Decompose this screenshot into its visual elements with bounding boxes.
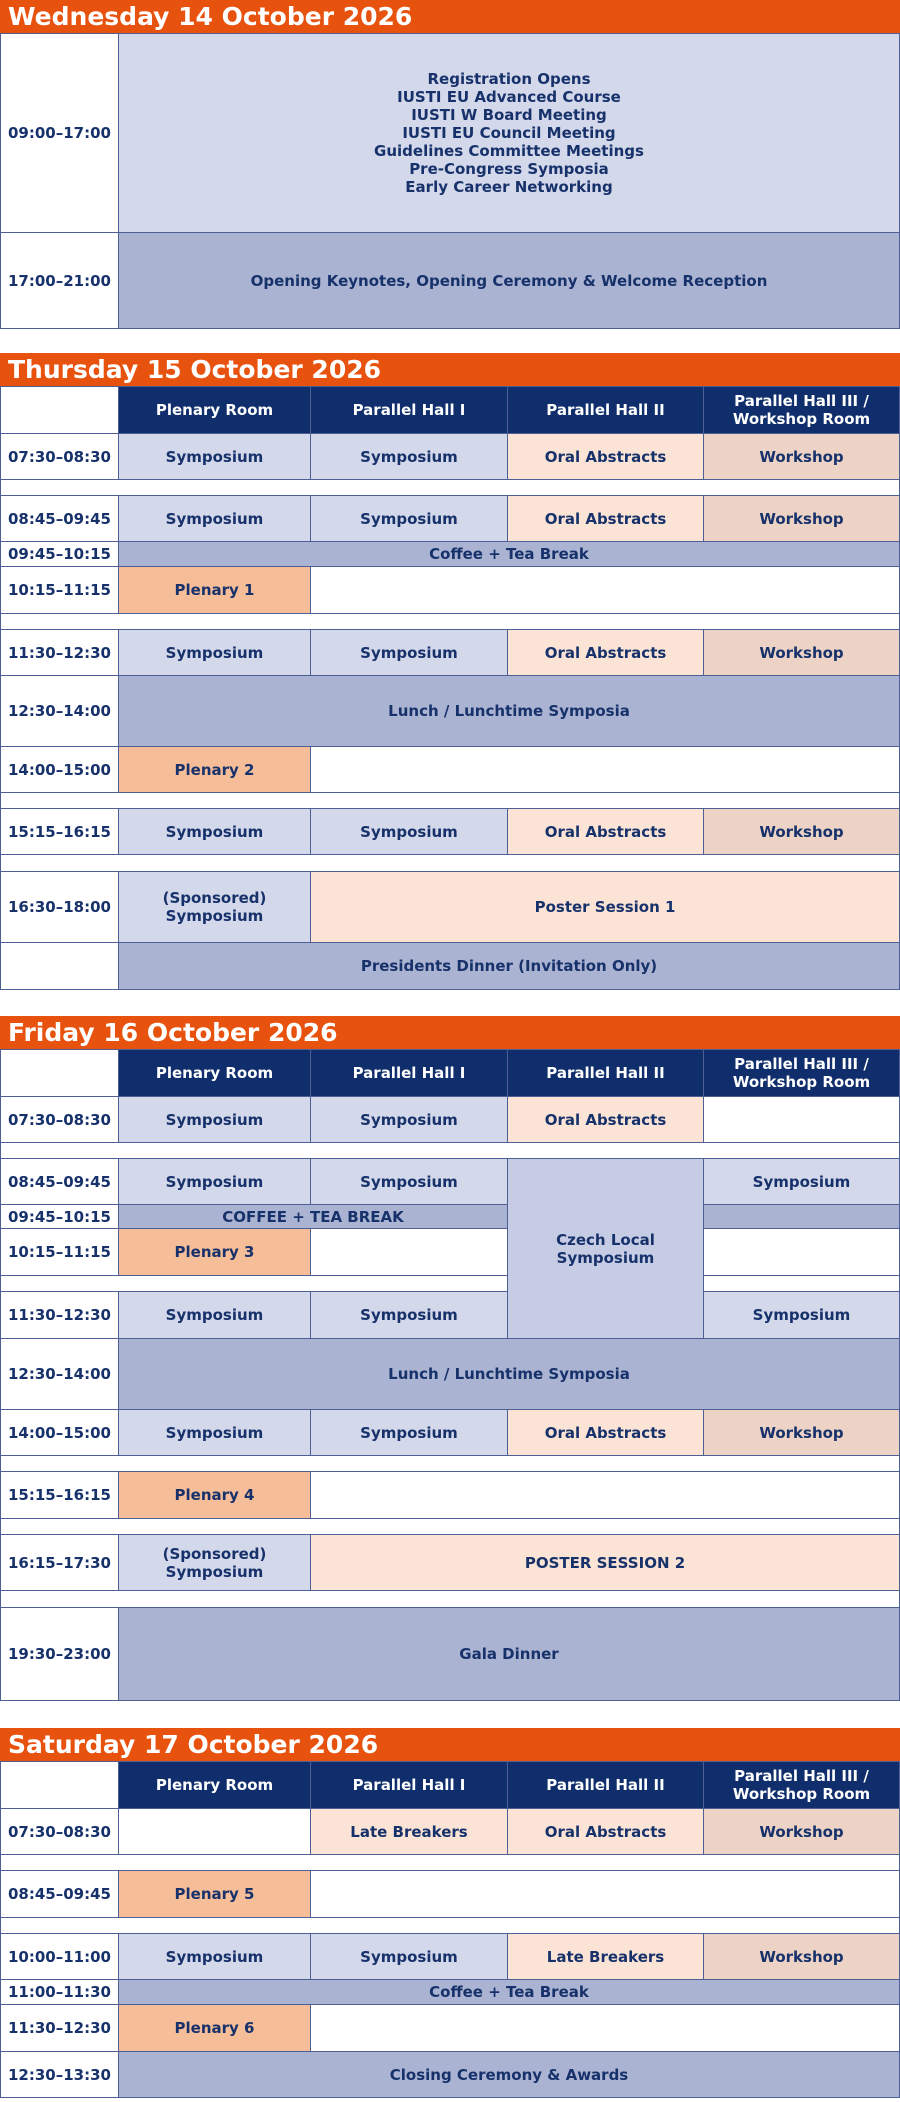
header-plenary-room: Plenary Room	[118, 1049, 311, 1097]
session-item: Early Career Networking	[405, 178, 613, 196]
time-cell: 11:30–12:30	[0, 1291, 119, 1339]
session-item: Registration Opens	[427, 70, 591, 88]
time-cell: 11:30–12:30	[0, 629, 119, 676]
session-item: IUSTI W Board Meeting	[411, 106, 607, 124]
session-item: IUSTI EU Council Meeting	[402, 124, 616, 142]
cell-line: (Sponsored)	[162, 889, 267, 907]
header-parallel-hall-3	[703, 1761, 900, 1809]
time-cell: 08:45–09:45	[0, 1870, 119, 1918]
cell-line: Symposium	[165, 907, 264, 925]
gap-row	[0, 1917, 900, 1934]
header-parallel-hall-1: Parallel Hall I	[310, 1761, 508, 1809]
gap-row	[0, 1455, 900, 1472]
symposium-cell: Symposium	[118, 433, 311, 480]
workshop-cell: Workshop	[703, 808, 900, 855]
symposium-cell: Symposium	[310, 1291, 508, 1339]
time-cell: 08:45–09:45	[0, 495, 119, 542]
time-cell: 12:30–14:00	[0, 1338, 119, 1410]
empty-cell	[310, 1870, 900, 1918]
time-cell: 07:30–08:30	[0, 1096, 119, 1143]
time-cell: 09:45–10:15	[0, 1204, 119, 1229]
time-cell: 09:00–17:00	[0, 33, 119, 233]
oral-abstracts-cell: Oral Abstracts	[507, 495, 704, 542]
day-friday	[0, 1016, 900, 1704]
session-item: Pre-Congress Symposia	[409, 160, 609, 178]
symposium-cell: Symposium	[118, 495, 311, 542]
plenary-cell: Plenary 5	[118, 1870, 311, 1918]
plenary-cell: Plenary 1	[118, 566, 311, 614]
symposium-cell: Symposium	[310, 629, 508, 676]
header-parallel-hall-2: Parallel Hall II	[507, 1049, 704, 1097]
plenary-cell: Plenary 6	[118, 2004, 311, 2052]
empty-cell	[703, 1228, 900, 1276]
coffee-break-cell	[703, 1204, 900, 1229]
header-parallel-hall-1: Parallel Hall I	[310, 386, 508, 434]
sponsored-symposium-cell	[118, 871, 311, 943]
time-cell: 11:00–11:30	[0, 1979, 119, 2005]
symposium-cell: Symposium	[310, 1409, 508, 1456]
symposium-cell: Symposium	[118, 1291, 311, 1339]
symposium-cell: Symposium	[310, 808, 508, 855]
symposium-cell: Symposium	[118, 1158, 311, 1205]
symposium-cell: Symposium	[310, 495, 508, 542]
gap-row	[0, 854, 900, 872]
gap-row	[0, 1518, 900, 1535]
poster-session-cell: POSTER SESSION 2	[310, 1534, 900, 1591]
day-wednesday	[0, 0, 900, 330]
header-parallel-hall-1: Parallel Hall I	[310, 1049, 508, 1097]
time-cell: 09:45–10:15	[0, 541, 119, 567]
day-title-thursday: Thursday 15 October 2026	[0, 353, 900, 386]
day-title-wednesday: Wednesday 14 October 2026	[0, 0, 900, 33]
header-line: Parallel Hall III /	[734, 392, 869, 410]
poster-session-cell: Poster Session 1	[310, 871, 900, 943]
symposium-cell: Symposium	[310, 1158, 508, 1205]
time-cell: 12:30–13:30	[0, 2051, 119, 2098]
empty-cell	[703, 1096, 900, 1143]
empty-cell	[118, 1808, 311, 1855]
oral-abstracts-cell: Oral Abstracts	[507, 629, 704, 676]
empty-cell	[310, 1471, 900, 1519]
time-cell: 10:15–11:15	[0, 566, 119, 614]
late-breakers-cell: Late Breakers	[507, 1933, 704, 1980]
presidents-dinner-cell: Presidents Dinner (Invitation Only)	[118, 942, 900, 990]
workshop-cell: Workshop	[703, 495, 900, 542]
plenary-cell: Plenary 3	[118, 1228, 311, 1276]
symposium-cell: Symposium	[310, 433, 508, 480]
coffee-break-cell: COFFEE + TEA BREAK	[118, 1204, 508, 1229]
workshop-cell: Workshop	[703, 629, 900, 676]
empty-cell	[310, 2004, 900, 2052]
time-cell: 11:30–12:30	[0, 2004, 119, 2052]
session-list-cell	[118, 33, 900, 233]
workshop-cell: Workshop	[703, 1808, 900, 1855]
cell-line: Symposium	[556, 1248, 655, 1267]
cell-line: Symposium	[165, 1562, 264, 1581]
gap-row	[0, 479, 900, 496]
oral-abstracts-cell: Oral Abstracts	[507, 433, 704, 480]
workshop-cell: Workshop	[703, 1933, 900, 1980]
header-parallel-hall-2: Parallel Hall II	[507, 1761, 704, 1809]
session-item: Guidelines Committee Meetings	[374, 142, 644, 160]
symposium-cell: Symposium	[310, 1933, 508, 1980]
gap-row	[0, 792, 900, 809]
time-cell: 15:15–16:15	[0, 808, 119, 855]
gala-dinner-cell: Gala Dinner	[118, 1607, 900, 1701]
header-line: Workshop Room	[732, 1785, 871, 1803]
gap-row	[0, 1142, 900, 1159]
time-cell: 14:00–15:00	[0, 1409, 119, 1456]
empty-cell	[310, 746, 900, 793]
gap-row	[0, 1590, 900, 1608]
gap-row	[0, 1275, 508, 1292]
time-cell: 15:15–16:15	[0, 1471, 119, 1519]
late-breakers-cell: Late Breakers	[310, 1808, 508, 1855]
empty-cell	[310, 566, 900, 614]
header-empty-cell	[0, 386, 119, 434]
lunch-cell: Lunch / Lunchtime Symposia	[118, 1338, 900, 1410]
plenary-cell: Plenary 4	[118, 1471, 311, 1519]
time-cell: 07:30–08:30	[0, 1808, 119, 1855]
symposium-cell: Symposium	[703, 1158, 900, 1205]
session-item: IUSTI EU Advanced Course	[397, 88, 621, 106]
plenary-cell: Plenary 2	[118, 746, 311, 793]
symposium-cell: Symposium	[118, 808, 311, 855]
oral-abstracts-cell: Oral Abstracts	[507, 808, 704, 855]
header-plenary-room: Plenary Room	[118, 1761, 311, 1809]
symposium-cell: Symposium	[118, 1933, 311, 1980]
czech-local-symposium-cell	[507, 1158, 704, 1339]
gap-row	[0, 613, 900, 630]
time-cell: 07:30–08:30	[0, 433, 119, 480]
header-plenary-room: Plenary Room	[118, 386, 311, 434]
symposium-cell: Symposium	[703, 1291, 900, 1339]
symposium-cell: Symposium	[118, 629, 311, 676]
header-line: Workshop Room	[732, 410, 871, 428]
empty-cell	[310, 1228, 508, 1276]
symposium-cell: Symposium	[118, 1409, 311, 1456]
header-line: Parallel Hall III /	[734, 1055, 869, 1073]
oral-abstracts-cell: Oral Abstracts	[507, 1808, 704, 1855]
opening-ceremony-cell: Opening Keynotes, Opening Ceremony & Welcome Reception	[118, 232, 900, 329]
time-cell-empty	[0, 942, 119, 990]
time-cell: 10:00–11:00	[0, 1933, 119, 1980]
lunch-cell: Lunch / Lunchtime Symposia	[118, 675, 900, 747]
workshop-cell: Workshop	[703, 1409, 900, 1456]
gap-row	[0, 1854, 900, 1871]
time-cell: 08:45–09:45	[0, 1158, 119, 1205]
day-saturday	[0, 1728, 900, 2098]
workshop-cell: Workshop	[703, 433, 900, 480]
header-line: Workshop Room	[732, 1073, 871, 1091]
day-title-saturday: Saturday 17 October 2026	[0, 1728, 900, 1761]
day-thursday	[0, 353, 900, 993]
symposium-cell: Symposium	[118, 1096, 311, 1143]
oral-abstracts-cell: Oral Abstracts	[507, 1096, 704, 1143]
time-cell: 10:15–11:15	[0, 1228, 119, 1276]
cell-line: Czech Local	[556, 1230, 655, 1249]
coffee-break-cell: Coffee + Tea Break	[118, 541, 900, 567]
header-empty-cell	[0, 1761, 119, 1809]
gap-row	[703, 1275, 900, 1292]
closing-ceremony-cell: Closing Ceremony & Awards	[118, 2051, 900, 2098]
time-cell: 17:00–21:00	[0, 232, 119, 329]
sponsored-symposium-cell	[118, 1534, 311, 1591]
header-line: Parallel Hall III /	[734, 1767, 869, 1785]
coffee-break-cell: Coffee + Tea Break	[118, 1979, 900, 2005]
time-cell: 12:30–14:00	[0, 675, 119, 747]
time-cell: 19:30–23:00	[0, 1607, 119, 1701]
day-title-friday: Friday 16 October 2026	[0, 1016, 900, 1049]
header-empty-cell	[0, 1049, 119, 1097]
header-parallel-hall-3	[703, 386, 900, 434]
cell-line: (Sponsored)	[162, 1544, 267, 1563]
symposium-cell: Symposium	[310, 1096, 508, 1143]
time-cell: 16:15–17:30	[0, 1534, 119, 1591]
header-parallel-hall-3	[703, 1049, 900, 1097]
time-cell: 14:00–15:00	[0, 746, 119, 793]
oral-abstracts-cell: Oral Abstracts	[507, 1409, 704, 1456]
header-parallel-hall-2: Parallel Hall II	[507, 386, 704, 434]
time-cell: 16:30–18:00	[0, 871, 119, 943]
